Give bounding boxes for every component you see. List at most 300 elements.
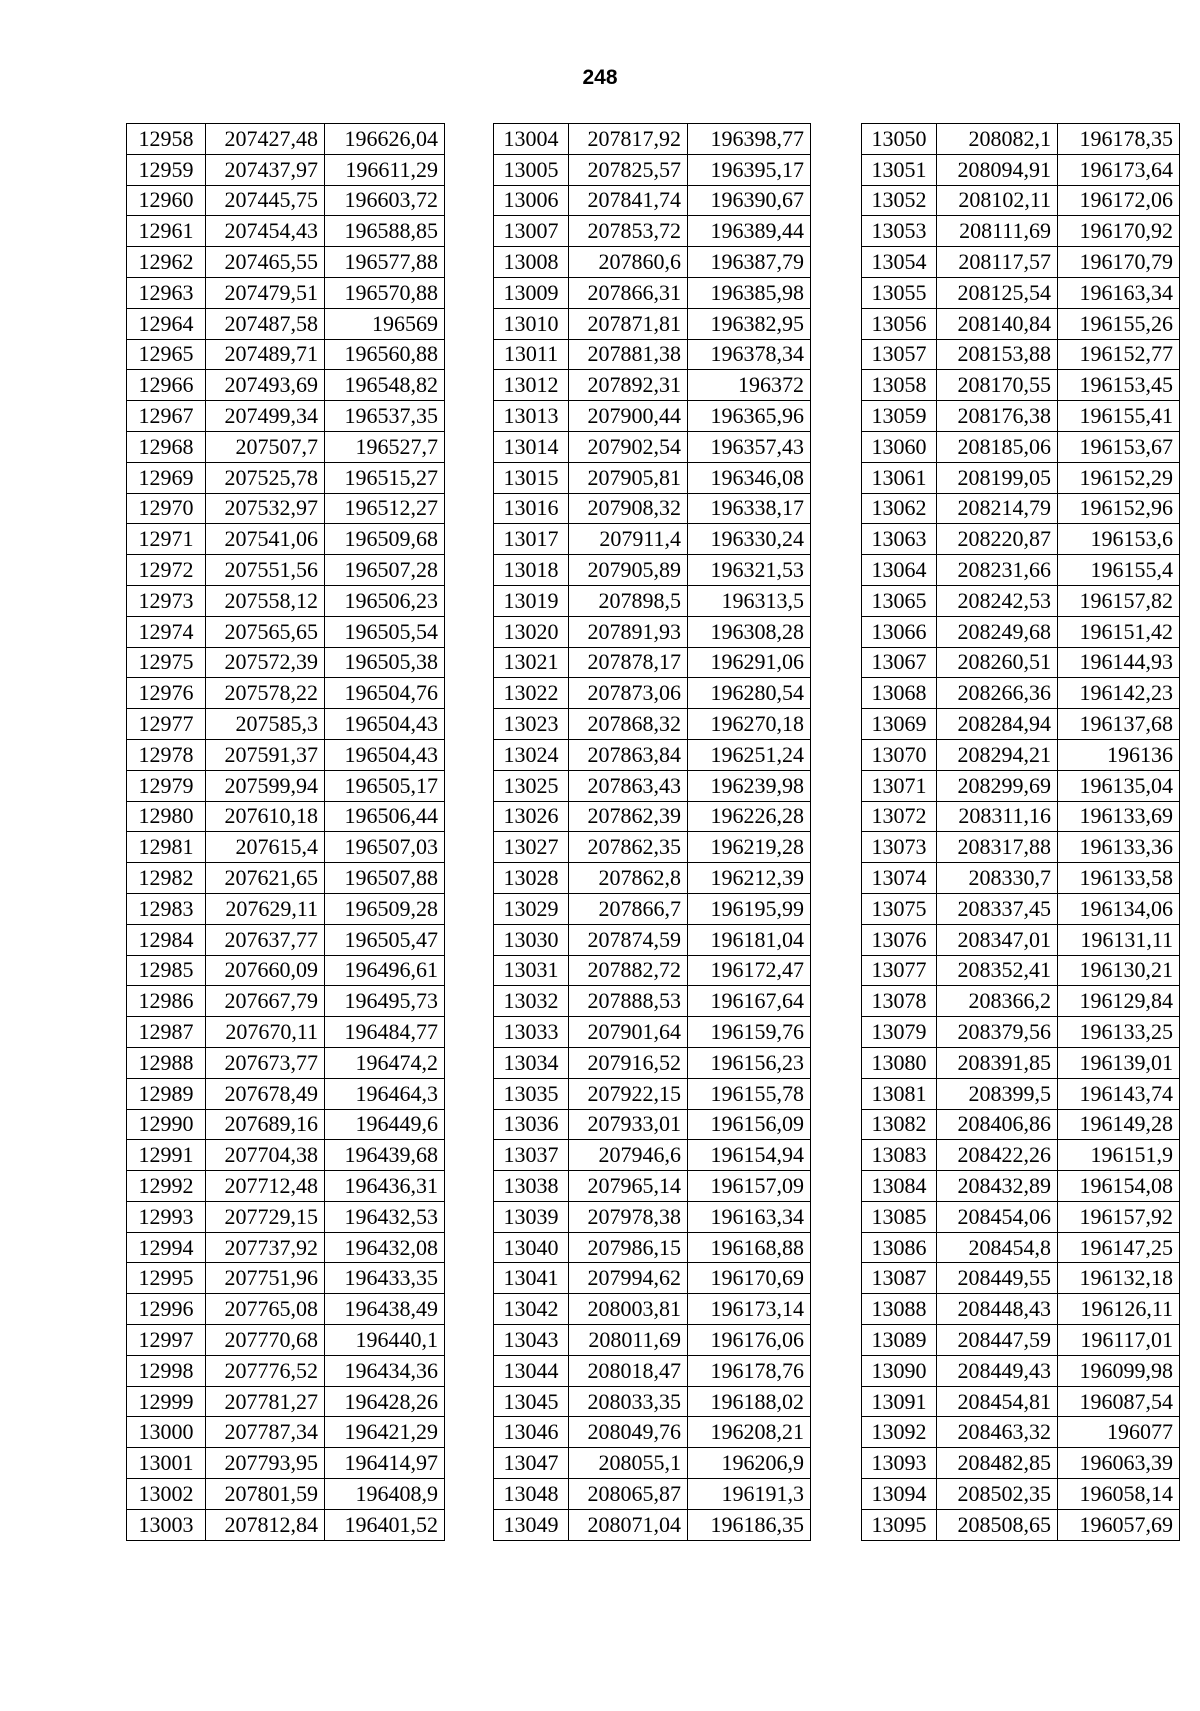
table-row	[127, 1109, 445, 1140]
y-coordinate-cell: 196167,64	[688, 986, 811, 1017]
y-coordinate-cell: 196313,5	[688, 585, 811, 616]
y-coordinate-cell: 196408,9	[325, 1479, 445, 1510]
y-coordinate-cell: 196135,04	[1058, 770, 1180, 801]
x-coordinate-cell: 208071,04	[569, 1509, 688, 1540]
point-number-cell: 13008	[494, 247, 569, 278]
table-row	[494, 1294, 811, 1325]
x-coordinate-cell: 207793,95	[206, 1448, 325, 1479]
table-row	[862, 1325, 1180, 1356]
table-row	[127, 1232, 445, 1263]
x-coordinate-cell: 208117,57	[937, 247, 1058, 278]
y-coordinate-cell: 196387,79	[688, 247, 811, 278]
x-coordinate-cell: 207825,57	[569, 154, 688, 185]
point-number-cell: 12973	[127, 585, 206, 616]
point-number-cell: 13024	[494, 739, 569, 770]
table-row	[862, 1479, 1180, 1510]
coordinate-table-1	[126, 123, 445, 1541]
x-coordinate-cell: 208422,26	[937, 1140, 1058, 1171]
y-coordinate-cell: 196212,39	[688, 863, 811, 894]
y-coordinate-cell: 196142,23	[1058, 678, 1180, 709]
y-coordinate-cell: 196588,85	[325, 216, 445, 247]
y-coordinate-cell: 196178,76	[688, 1355, 811, 1386]
x-coordinate-cell: 207866,7	[569, 893, 688, 924]
table-row	[127, 1017, 445, 1048]
x-coordinate-cell: 208432,89	[937, 1171, 1058, 1202]
y-coordinate-cell: 196603,72	[325, 185, 445, 216]
table-row	[862, 1263, 1180, 1294]
x-coordinate-cell: 207853,72	[569, 216, 688, 247]
table-row	[494, 1109, 811, 1140]
x-coordinate-cell: 208454,81	[937, 1386, 1058, 1417]
y-coordinate-cell: 196433,35	[325, 1263, 445, 1294]
y-coordinate-cell: 196527,7	[325, 431, 445, 462]
y-coordinate-cell: 196389,44	[688, 216, 811, 247]
point-number-cell: 13041	[494, 1263, 569, 1294]
table-row	[127, 1509, 445, 1540]
point-number-cell: 12978	[127, 739, 206, 770]
point-number-cell: 13087	[862, 1263, 937, 1294]
x-coordinate-cell: 207863,84	[569, 739, 688, 770]
point-number-cell: 13018	[494, 555, 569, 586]
y-coordinate-cell: 196378,34	[688, 339, 811, 370]
point-number-cell: 13065	[862, 585, 937, 616]
y-coordinate-cell: 196505,54	[325, 616, 445, 647]
x-coordinate-cell: 207878,17	[569, 647, 688, 678]
y-coordinate-cell: 196176,06	[688, 1325, 811, 1356]
y-coordinate-cell: 196129,84	[1058, 986, 1180, 1017]
table-row	[494, 154, 811, 185]
point-number-cell: 13067	[862, 647, 937, 678]
table-row	[494, 647, 811, 678]
x-coordinate-cell: 207445,75	[206, 185, 325, 216]
x-coordinate-cell: 207911,4	[569, 524, 688, 555]
point-number-cell: 13035	[494, 1078, 569, 1109]
y-coordinate-cell: 196157,92	[1058, 1201, 1180, 1232]
point-number-cell: 13092	[862, 1417, 937, 1448]
point-number-cell: 12991	[127, 1140, 206, 1171]
y-coordinate-cell: 196372	[688, 370, 811, 401]
y-coordinate-cell: 196504,43	[325, 709, 445, 740]
table-row	[127, 370, 445, 401]
point-number-cell: 13023	[494, 709, 569, 740]
x-coordinate-cell: 207437,97	[206, 154, 325, 185]
table-row	[494, 770, 811, 801]
y-coordinate-cell: 196173,64	[1058, 154, 1180, 185]
table-row	[862, 832, 1180, 863]
y-coordinate-cell: 196515,27	[325, 462, 445, 493]
table-row	[494, 1140, 811, 1171]
table-row	[862, 339, 1180, 370]
x-coordinate-cell: 208249,68	[937, 616, 1058, 647]
point-number-cell: 13022	[494, 678, 569, 709]
point-number-cell: 13020	[494, 616, 569, 647]
point-number-cell: 12972	[127, 555, 206, 586]
table-row	[127, 247, 445, 278]
y-coordinate-cell: 196577,88	[325, 247, 445, 278]
y-coordinate-cell: 196151,9	[1058, 1140, 1180, 1171]
point-number-cell: 13054	[862, 247, 937, 278]
table-row	[494, 616, 811, 647]
x-coordinate-cell: 208033,35	[569, 1386, 688, 1417]
y-coordinate-cell: 196495,73	[325, 986, 445, 1017]
point-number-cell: 12980	[127, 801, 206, 832]
table-row	[862, 308, 1180, 339]
x-coordinate-cell: 207427,48	[206, 124, 325, 155]
point-number-cell: 12995	[127, 1263, 206, 1294]
x-coordinate-cell: 207660,09	[206, 955, 325, 986]
table-row	[127, 585, 445, 616]
point-number-cell: 13059	[862, 401, 937, 432]
x-coordinate-cell: 207994,62	[569, 1263, 688, 1294]
table-row	[494, 124, 811, 155]
point-number-cell: 13034	[494, 1047, 569, 1078]
y-coordinate-cell: 196569	[325, 308, 445, 339]
table-row	[127, 893, 445, 924]
x-coordinate-cell: 208447,59	[937, 1325, 1058, 1356]
y-coordinate-cell: 196226,28	[688, 801, 811, 832]
table-row	[862, 1509, 1180, 1540]
table-row	[127, 555, 445, 586]
x-coordinate-cell: 208199,05	[937, 462, 1058, 493]
table-row	[862, 1171, 1180, 1202]
x-coordinate-cell: 207862,8	[569, 863, 688, 894]
y-coordinate-cell: 196398,77	[688, 124, 811, 155]
table-row	[494, 216, 811, 247]
x-coordinate-cell: 207532,97	[206, 493, 325, 524]
point-number-cell: 13026	[494, 801, 569, 832]
x-coordinate-cell: 208082,1	[937, 124, 1058, 155]
point-number-cell: 13091	[862, 1386, 937, 1417]
point-number-cell: 12965	[127, 339, 206, 370]
point-number-cell: 13066	[862, 616, 937, 647]
y-coordinate-cell: 196137,68	[1058, 709, 1180, 740]
point-number-cell: 12989	[127, 1078, 206, 1109]
point-number-cell: 12990	[127, 1109, 206, 1140]
point-number-cell: 12983	[127, 893, 206, 924]
y-coordinate-cell: 196270,18	[688, 709, 811, 740]
point-number-cell: 12964	[127, 308, 206, 339]
x-coordinate-cell: 207881,38	[569, 339, 688, 370]
y-coordinate-cell: 196611,29	[325, 154, 445, 185]
y-coordinate-cell: 196149,28	[1058, 1109, 1180, 1140]
x-coordinate-cell: 208176,38	[937, 401, 1058, 432]
point-number-cell: 13050	[862, 124, 937, 155]
table-row	[127, 1479, 445, 1510]
y-coordinate-cell: 196147,25	[1058, 1232, 1180, 1263]
table-row	[494, 1171, 811, 1202]
point-number-cell: 13007	[494, 216, 569, 247]
x-coordinate-cell: 208011,69	[569, 1325, 688, 1356]
table-row	[127, 1417, 445, 1448]
table-row	[862, 1078, 1180, 1109]
y-coordinate-cell: 196153,67	[1058, 431, 1180, 462]
x-coordinate-cell: 207541,06	[206, 524, 325, 555]
y-coordinate-cell: 196338,17	[688, 493, 811, 524]
point-number-cell: 13011	[494, 339, 569, 370]
x-coordinate-cell: 207817,92	[569, 124, 688, 155]
table-row	[127, 709, 445, 740]
point-number-cell: 13032	[494, 986, 569, 1017]
x-coordinate-cell: 207868,32	[569, 709, 688, 740]
y-coordinate-cell: 196134,06	[1058, 893, 1180, 924]
x-coordinate-cell: 208330,7	[937, 863, 1058, 894]
x-coordinate-cell: 207873,06	[569, 678, 688, 709]
point-number-cell: 12993	[127, 1201, 206, 1232]
point-number-cell: 13042	[494, 1294, 569, 1325]
x-coordinate-cell: 208352,41	[937, 955, 1058, 986]
x-coordinate-cell: 207558,12	[206, 585, 325, 616]
table-row	[494, 555, 811, 586]
point-number-cell: 13046	[494, 1417, 569, 1448]
x-coordinate-cell: 208185,06	[937, 431, 1058, 462]
x-coordinate-cell: 207551,56	[206, 555, 325, 586]
x-coordinate-cell: 208448,43	[937, 1294, 1058, 1325]
x-coordinate-cell: 207489,71	[206, 339, 325, 370]
y-coordinate-cell: 196181,04	[688, 924, 811, 955]
y-coordinate-cell: 196154,94	[688, 1140, 811, 1171]
y-coordinate-cell: 196570,88	[325, 277, 445, 308]
table-row	[127, 1355, 445, 1386]
table-row	[494, 1047, 811, 1078]
x-coordinate-cell: 207812,84	[206, 1509, 325, 1540]
y-coordinate-cell: 196143,74	[1058, 1078, 1180, 1109]
x-coordinate-cell: 208049,76	[569, 1417, 688, 1448]
point-number-cell: 13069	[862, 709, 937, 740]
table-row	[494, 709, 811, 740]
table-row	[127, 277, 445, 308]
table-row	[127, 955, 445, 986]
y-coordinate-cell: 196172,47	[688, 955, 811, 986]
y-coordinate-cell: 196155,78	[688, 1078, 811, 1109]
y-coordinate-cell: 196505,38	[325, 647, 445, 678]
table-row	[862, 1017, 1180, 1048]
table-row	[862, 154, 1180, 185]
point-number-cell: 12982	[127, 863, 206, 894]
point-number-cell: 12974	[127, 616, 206, 647]
point-number-cell: 13016	[494, 493, 569, 524]
x-coordinate-cell: 208220,87	[937, 524, 1058, 555]
point-number-cell: 13036	[494, 1109, 569, 1140]
y-coordinate-cell: 196365,96	[688, 401, 811, 432]
table-row	[127, 1325, 445, 1356]
table-row	[127, 185, 445, 216]
table-row	[127, 986, 445, 1017]
point-number-cell: 13003	[127, 1509, 206, 1540]
table-row	[862, 1140, 1180, 1171]
table-row	[494, 431, 811, 462]
table-row	[127, 216, 445, 247]
x-coordinate-cell: 207871,81	[569, 308, 688, 339]
table-row	[862, 893, 1180, 924]
point-number-cell: 13080	[862, 1047, 937, 1078]
point-number-cell: 13004	[494, 124, 569, 155]
x-coordinate-cell: 207781,27	[206, 1386, 325, 1417]
point-number-cell: 12970	[127, 493, 206, 524]
point-number-cell: 13001	[127, 1448, 206, 1479]
point-number-cell: 13056	[862, 308, 937, 339]
y-coordinate-cell: 196168,88	[688, 1232, 811, 1263]
x-coordinate-cell: 207729,15	[206, 1201, 325, 1232]
x-coordinate-cell: 208170,55	[937, 370, 1058, 401]
table-row	[862, 986, 1180, 1017]
point-number-cell: 13045	[494, 1386, 569, 1417]
point-number-cell: 13010	[494, 308, 569, 339]
x-coordinate-cell: 207776,52	[206, 1355, 325, 1386]
y-coordinate-cell: 196436,31	[325, 1171, 445, 1202]
table-row	[494, 401, 811, 432]
point-number-cell: 13030	[494, 924, 569, 955]
y-coordinate-cell: 196188,02	[688, 1386, 811, 1417]
x-coordinate-cell: 208003,81	[569, 1294, 688, 1325]
y-coordinate-cell: 196155,4	[1058, 555, 1180, 586]
x-coordinate-cell: 208454,06	[937, 1201, 1058, 1232]
table-row	[494, 1078, 811, 1109]
table-row	[127, 124, 445, 155]
y-coordinate-cell: 196151,42	[1058, 616, 1180, 647]
y-coordinate-cell: 196507,88	[325, 863, 445, 894]
point-number-cell: 13002	[127, 1479, 206, 1510]
table-row	[494, 247, 811, 278]
point-number-cell: 12997	[127, 1325, 206, 1356]
y-coordinate-cell: 196163,34	[688, 1201, 811, 1232]
y-coordinate-cell: 196170,69	[688, 1263, 811, 1294]
table-row	[862, 585, 1180, 616]
x-coordinate-cell: 208125,54	[937, 277, 1058, 308]
x-coordinate-cell: 207673,77	[206, 1047, 325, 1078]
y-coordinate-cell: 196191,3	[688, 1479, 811, 1510]
x-coordinate-cell: 207670,11	[206, 1017, 325, 1048]
y-coordinate-cell: 196504,43	[325, 739, 445, 770]
x-coordinate-cell: 208299,69	[937, 770, 1058, 801]
y-coordinate-cell: 196173,14	[688, 1294, 811, 1325]
x-coordinate-cell: 207900,44	[569, 401, 688, 432]
point-number-cell: 13061	[862, 462, 937, 493]
point-number-cell: 13021	[494, 647, 569, 678]
table-row	[127, 1171, 445, 1202]
y-coordinate-cell: 196208,21	[688, 1417, 811, 1448]
table-row	[862, 801, 1180, 832]
point-number-cell: 13086	[862, 1232, 937, 1263]
table-row	[127, 154, 445, 185]
y-coordinate-cell: 196186,35	[688, 1509, 811, 1540]
y-coordinate-cell: 196496,61	[325, 955, 445, 986]
x-coordinate-cell: 208055,1	[569, 1448, 688, 1479]
table-row	[494, 955, 811, 986]
point-number-cell: 13015	[494, 462, 569, 493]
table-row	[127, 832, 445, 863]
table-row	[494, 1479, 811, 1510]
x-coordinate-cell: 208317,88	[937, 832, 1058, 863]
y-coordinate-cell: 196414,97	[325, 1448, 445, 1479]
table-row	[127, 1078, 445, 1109]
x-coordinate-cell: 207704,38	[206, 1140, 325, 1171]
y-coordinate-cell: 196133,58	[1058, 863, 1180, 894]
point-number-cell: 13012	[494, 370, 569, 401]
point-number-cell: 13075	[862, 893, 937, 924]
x-coordinate-cell: 207905,81	[569, 462, 688, 493]
point-number-cell: 12986	[127, 986, 206, 1017]
x-coordinate-cell: 207493,69	[206, 370, 325, 401]
y-coordinate-cell: 196156,23	[688, 1047, 811, 1078]
x-coordinate-cell: 207591,37	[206, 739, 325, 770]
y-coordinate-cell: 196153,6	[1058, 524, 1180, 555]
x-coordinate-cell: 207572,39	[206, 647, 325, 678]
point-number-cell: 13088	[862, 1294, 937, 1325]
y-coordinate-cell: 196156,09	[688, 1109, 811, 1140]
point-number-cell: 12998	[127, 1355, 206, 1386]
y-coordinate-cell: 196474,2	[325, 1047, 445, 1078]
y-coordinate-cell: 196157,82	[1058, 585, 1180, 616]
x-coordinate-cell: 207787,34	[206, 1417, 325, 1448]
y-coordinate-cell: 196432,08	[325, 1232, 445, 1263]
y-coordinate-cell: 196504,76	[325, 678, 445, 709]
y-coordinate-cell: 196346,08	[688, 462, 811, 493]
point-number-cell: 13083	[862, 1140, 937, 1171]
point-number-cell: 13043	[494, 1325, 569, 1356]
point-number-cell: 12960	[127, 185, 206, 216]
table-row	[127, 1140, 445, 1171]
point-number-cell: 13077	[862, 955, 937, 986]
table-row	[494, 739, 811, 770]
table-row	[127, 308, 445, 339]
y-coordinate-cell: 196155,41	[1058, 401, 1180, 432]
table-row	[494, 1448, 811, 1479]
x-coordinate-cell: 207712,48	[206, 1171, 325, 1202]
point-number-cell: 12999	[127, 1386, 206, 1417]
x-coordinate-cell: 207667,79	[206, 986, 325, 1017]
x-coordinate-cell: 208294,21	[937, 739, 1058, 770]
table-row	[494, 1201, 811, 1232]
point-number-cell: 13078	[862, 986, 937, 1017]
point-number-cell: 13040	[494, 1232, 569, 1263]
y-coordinate-cell: 196507,03	[325, 832, 445, 863]
x-coordinate-cell: 207933,01	[569, 1109, 688, 1140]
table-row	[127, 1294, 445, 1325]
x-coordinate-cell: 208379,56	[937, 1017, 1058, 1048]
x-coordinate-cell: 207901,64	[569, 1017, 688, 1048]
x-coordinate-cell: 207862,39	[569, 801, 688, 832]
x-coordinate-cell: 208449,43	[937, 1355, 1058, 1386]
table-row	[494, 863, 811, 894]
table-row	[862, 709, 1180, 740]
y-coordinate-cell: 196139,01	[1058, 1047, 1180, 1078]
point-number-cell: 13058	[862, 370, 937, 401]
y-coordinate-cell: 196126,11	[1058, 1294, 1180, 1325]
table-row	[494, 678, 811, 709]
y-coordinate-cell: 196626,04	[325, 124, 445, 155]
point-number-cell: 13060	[862, 431, 937, 462]
x-coordinate-cell: 207689,16	[206, 1109, 325, 1140]
x-coordinate-cell: 208231,66	[937, 555, 1058, 586]
x-coordinate-cell: 207863,43	[569, 770, 688, 801]
x-coordinate-cell: 207599,94	[206, 770, 325, 801]
y-coordinate-cell: 196131,11	[1058, 924, 1180, 955]
y-coordinate-cell: 196401,52	[325, 1509, 445, 1540]
y-coordinate-cell: 196099,98	[1058, 1355, 1180, 1386]
x-coordinate-cell: 208260,51	[937, 647, 1058, 678]
table-row	[494, 185, 811, 216]
y-coordinate-cell: 196449,6	[325, 1109, 445, 1140]
y-coordinate-cell: 196117,01	[1058, 1325, 1180, 1356]
table-row	[494, 277, 811, 308]
x-coordinate-cell: 207629,11	[206, 893, 325, 924]
y-coordinate-cell: 196155,26	[1058, 308, 1180, 339]
point-number-cell: 13084	[862, 1171, 937, 1202]
table-row	[494, 1355, 811, 1386]
table-row	[862, 124, 1180, 155]
table-row	[127, 863, 445, 894]
point-number-cell: 13094	[862, 1479, 937, 1510]
